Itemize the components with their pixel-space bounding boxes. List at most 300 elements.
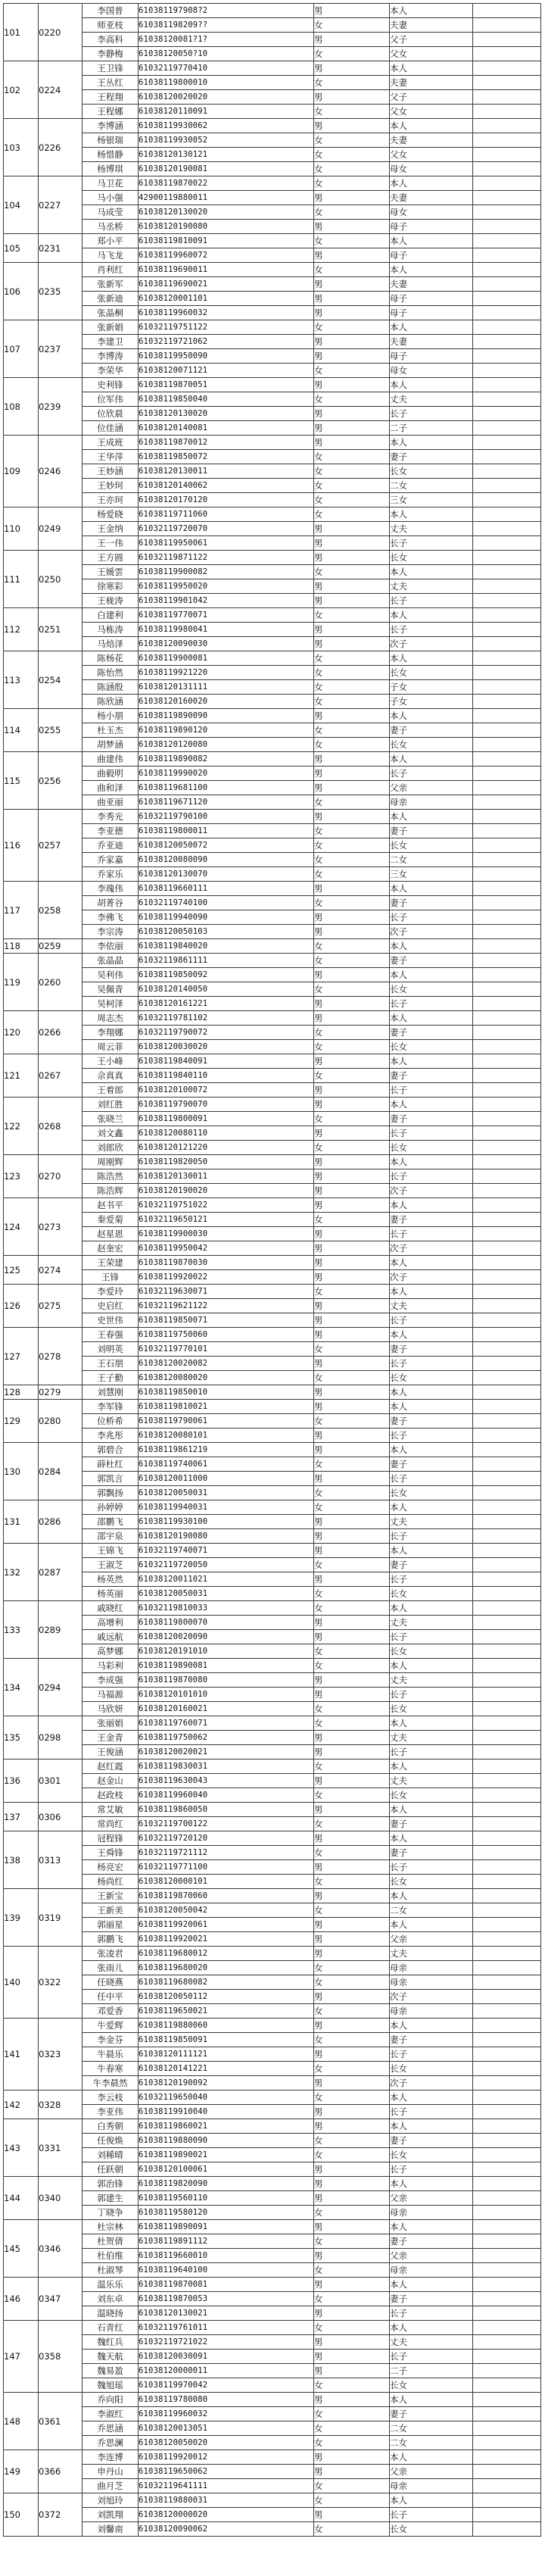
relation: 本人 bbox=[390, 2019, 473, 2033]
gender: 男 bbox=[314, 752, 390, 767]
gender: 女 bbox=[314, 1069, 390, 1083]
blank-cell bbox=[473, 2019, 541, 2033]
id-number: 61038119870081 bbox=[139, 2278, 314, 2292]
blank-cell bbox=[473, 1486, 541, 1500]
gender: 男 bbox=[314, 2249, 390, 2263]
household-code: 0313 bbox=[39, 1831, 83, 1889]
blank-cell bbox=[473, 90, 541, 105]
id-number: 61038119760071 bbox=[139, 1716, 314, 1731]
gender: 男 bbox=[314, 2162, 390, 2177]
relation: 长女 bbox=[390, 464, 473, 479]
relation: 母女 bbox=[390, 162, 473, 176]
relation: 本人 bbox=[390, 61, 473, 76]
blank-cell bbox=[473, 1213, 541, 1227]
gender: 女 bbox=[314, 1601, 390, 1616]
gender: 男 bbox=[314, 1357, 390, 1371]
relation: 长子 bbox=[390, 536, 473, 551]
member-name: 郭飘扬 bbox=[83, 1486, 139, 1500]
id-number: 61038120080020 bbox=[139, 1371, 314, 1385]
table-row bbox=[4, 752, 541, 767]
member-name: 陈怡然 bbox=[83, 666, 139, 680]
id-number: 61038119990020 bbox=[139, 767, 314, 781]
blank-cell bbox=[473, 982, 541, 997]
blank-cell bbox=[473, 1198, 541, 1213]
member-name: 曲建伟 bbox=[83, 752, 139, 767]
table-row bbox=[4, 1990, 541, 2004]
relation: 母子 bbox=[390, 248, 473, 263]
id-number: 61038119820090 bbox=[139, 2177, 314, 2191]
table-row bbox=[4, 2508, 541, 2522]
table-row bbox=[4, 407, 541, 421]
household-code: 0289 bbox=[39, 1601, 83, 1659]
table-row bbox=[4, 1270, 541, 1285]
gender: 女 bbox=[314, 1788, 390, 1803]
blank-cell bbox=[473, 1947, 541, 1961]
gender: 男 bbox=[314, 2465, 390, 2479]
gender: 女 bbox=[314, 1903, 390, 1918]
table-row bbox=[4, 1155, 541, 1169]
relation: 本人 bbox=[390, 1385, 473, 1400]
relation: 长子 bbox=[390, 1313, 473, 1328]
blank-cell bbox=[473, 2350, 541, 2364]
household-seq: 106 bbox=[4, 263, 39, 320]
id-number: 61038119640100 bbox=[139, 2263, 314, 2278]
gender: 男 bbox=[314, 90, 390, 105]
household-seq: 120 bbox=[4, 1011, 39, 1054]
member-name: 杨博琪 bbox=[83, 162, 139, 176]
table-row bbox=[4, 2206, 541, 2220]
blank-cell bbox=[473, 162, 541, 176]
blank-cell bbox=[473, 1630, 541, 1644]
table-row bbox=[4, 723, 541, 738]
blank-cell bbox=[473, 263, 541, 277]
member-name: 杨银瑞 bbox=[83, 133, 139, 148]
gender: 女 bbox=[314, 2206, 390, 2220]
member-name: 郭碧合 bbox=[83, 1443, 139, 1457]
table-row bbox=[4, 1429, 541, 1443]
blank-cell bbox=[473, 1457, 541, 1472]
blank-cell bbox=[473, 1184, 541, 1198]
blank-cell bbox=[473, 18, 541, 33]
relation: 长子 bbox=[390, 1745, 473, 1759]
household-code: 0224 bbox=[39, 61, 83, 119]
gender: 男 bbox=[314, 1990, 390, 2004]
blank-cell bbox=[473, 2263, 541, 2278]
household-seq: 104 bbox=[4, 176, 39, 234]
gender: 男 bbox=[314, 421, 390, 436]
blank-cell bbox=[473, 2162, 541, 2177]
table-row bbox=[4, 18, 541, 33]
relation: 夫妻 bbox=[390, 76, 473, 90]
gender: 女 bbox=[314, 565, 390, 579]
member-name: 周志杰 bbox=[83, 1011, 139, 1026]
member-name: 白秀朝 bbox=[83, 2119, 139, 2134]
member-name: 张雨儿 bbox=[83, 1961, 139, 1975]
id-number: 61038119690021 bbox=[139, 277, 314, 292]
id-number: 61038119880031 bbox=[139, 2493, 314, 2508]
member-name: 王妙珂 bbox=[83, 479, 139, 493]
member-name: 刘凯翔 bbox=[83, 2508, 139, 2522]
relation: 本人 bbox=[390, 1716, 473, 1731]
table-row bbox=[4, 1831, 541, 1846]
id-number: 61038119870080 bbox=[139, 1673, 314, 1688]
table-row bbox=[4, 1846, 541, 1860]
id-number: 61038119810021 bbox=[139, 1400, 314, 1414]
gender: 男 bbox=[314, 1184, 390, 1198]
blank-cell bbox=[473, 781, 541, 795]
blank-cell bbox=[473, 436, 541, 450]
blank-cell bbox=[473, 1313, 541, 1328]
blank-cell bbox=[473, 1357, 541, 1371]
blank-cell bbox=[473, 1342, 541, 1357]
id-number: 61038119830031 bbox=[139, 1759, 314, 1774]
member-name: 王淑芝 bbox=[83, 1558, 139, 1572]
id-number: 61038120110091 bbox=[139, 105, 314, 119]
household-seq: 140 bbox=[4, 1947, 39, 2019]
member-name: 赵书平 bbox=[83, 1198, 139, 1213]
relation: 长子 bbox=[390, 1572, 473, 1587]
table-row bbox=[4, 205, 541, 220]
gender: 男 bbox=[314, 536, 390, 551]
id-number: 61032119720050 bbox=[139, 1558, 314, 1572]
gender: 男 bbox=[314, 1241, 390, 1256]
table-row bbox=[4, 277, 541, 292]
id-number: 61038119681100 bbox=[139, 781, 314, 795]
id-number: 61038120000101 bbox=[139, 1875, 314, 1889]
id-number: 61038119810091 bbox=[139, 234, 314, 248]
household-code: 0361 bbox=[39, 2393, 83, 2450]
relation: 长女 bbox=[390, 1141, 473, 1155]
household-code: 0372 bbox=[39, 2493, 83, 2537]
relation: 母子 bbox=[390, 349, 473, 364]
table-row bbox=[4, 2062, 541, 2076]
gender: 女 bbox=[314, 1342, 390, 1357]
id-number: 61038119711060 bbox=[139, 507, 314, 522]
id-number: 61038119900081 bbox=[139, 651, 314, 666]
relation: 妻子 bbox=[390, 2407, 473, 2421]
gender: 男 bbox=[314, 1544, 390, 1558]
member-name: 周刚辉 bbox=[83, 1155, 139, 1169]
blank-cell bbox=[473, 2234, 541, 2249]
blank-cell bbox=[473, 1472, 541, 1486]
gender: 男 bbox=[314, 1932, 390, 1947]
gender: 女 bbox=[314, 2321, 390, 2335]
id-number: 61038120050103 bbox=[139, 925, 314, 939]
household-seq: 103 bbox=[4, 119, 39, 176]
relation: 丈夫 bbox=[390, 392, 473, 407]
household-code: 0331 bbox=[39, 2119, 83, 2177]
gender: 男 bbox=[314, 1688, 390, 1702]
relation: 本人 bbox=[390, 1054, 473, 1069]
table-row bbox=[4, 248, 541, 263]
household-code: 0235 bbox=[39, 263, 83, 320]
table-row bbox=[4, 1788, 541, 1803]
id-number: 61038119750062 bbox=[139, 1731, 314, 1745]
table-row bbox=[4, 1601, 541, 1616]
member-name: 位桥希 bbox=[83, 1414, 139, 1429]
household-code: 0279 bbox=[39, 1385, 83, 1400]
gender: 女 bbox=[314, 1141, 390, 1155]
member-name: 曲和泽 bbox=[83, 781, 139, 795]
table-row bbox=[4, 2148, 541, 2162]
id-number: 61032119771100 bbox=[139, 1860, 314, 1875]
table-row bbox=[4, 1285, 541, 1299]
household-code: 0323 bbox=[39, 2019, 83, 2090]
gender: 女 bbox=[314, 2134, 390, 2148]
table-row bbox=[4, 1371, 541, 1385]
member-name: 魏天航 bbox=[83, 2350, 139, 2364]
household-seq: 134 bbox=[4, 1659, 39, 1716]
blank-cell bbox=[473, 1745, 541, 1759]
id-number: 61038120170120 bbox=[139, 493, 314, 507]
id-number: 61038120030091 bbox=[139, 2350, 314, 2364]
id-number: 61038120050031 bbox=[139, 1587, 314, 1601]
member-name: 吴柯泽 bbox=[83, 997, 139, 1011]
table-row bbox=[4, 1644, 541, 1659]
member-name: 马焙泽 bbox=[83, 637, 139, 651]
table-row bbox=[4, 1299, 541, 1313]
relation: 父女 bbox=[390, 148, 473, 162]
id-number: 61038119580120 bbox=[139, 2206, 314, 2220]
table-row bbox=[4, 1486, 541, 1500]
relation: 本人 bbox=[390, 1098, 473, 1112]
table-row bbox=[4, 4, 541, 18]
gender: 女 bbox=[314, 450, 390, 464]
blank-cell bbox=[473, 925, 541, 939]
gender: 女 bbox=[314, 2263, 390, 2278]
relation: 母亲 bbox=[390, 2479, 473, 2493]
gender: 女 bbox=[314, 723, 390, 738]
blank-cell bbox=[473, 335, 541, 349]
table-row bbox=[4, 2090, 541, 2105]
member-name: 徐寒彩 bbox=[83, 579, 139, 594]
gender: 男 bbox=[314, 1947, 390, 1961]
id-number: 61038119870022 bbox=[139, 176, 314, 191]
gender: 男 bbox=[314, 2306, 390, 2321]
gender: 男 bbox=[314, 1270, 390, 1285]
gender: 女 bbox=[314, 738, 390, 752]
table-row bbox=[4, 1630, 541, 1644]
gender: 男 bbox=[314, 2393, 390, 2407]
table-row bbox=[4, 2004, 541, 2019]
relation: 本人 bbox=[390, 2177, 473, 2191]
blank-cell bbox=[473, 1443, 541, 1457]
household-code: 0237 bbox=[39, 320, 83, 378]
blank-cell bbox=[473, 1572, 541, 1587]
id-number: 61038120013051 bbox=[139, 2421, 314, 2436]
blank-cell bbox=[473, 479, 541, 493]
table-row bbox=[4, 191, 541, 205]
table-row bbox=[4, 2033, 541, 2047]
gender: 女 bbox=[314, 105, 390, 119]
table-row bbox=[4, 1731, 541, 1745]
id-number: 61038119890090 bbox=[139, 709, 314, 723]
gender: 男 bbox=[314, 623, 390, 637]
id-number: 61032119721112 bbox=[139, 1846, 314, 1860]
member-name: 乔家乐 bbox=[83, 867, 139, 882]
relation: 妻子 bbox=[390, 896, 473, 910]
member-name: 陈杨花 bbox=[83, 651, 139, 666]
household-code: 0286 bbox=[39, 1500, 83, 1544]
id-number: 61038120050042 bbox=[139, 1903, 314, 1918]
id-number: 61038119920012 bbox=[139, 2450, 314, 2465]
id-number: 61038119680082 bbox=[139, 1975, 314, 1990]
household-seq: 129 bbox=[4, 1400, 39, 1443]
member-name: 丁晓争 bbox=[83, 2206, 139, 2220]
household-seq: 133 bbox=[4, 1601, 39, 1659]
id-number: 61038119890082 bbox=[139, 752, 314, 767]
member-name: 魏易盈 bbox=[83, 2364, 139, 2378]
blank-cell bbox=[473, 133, 541, 148]
relation: 长子 bbox=[390, 1429, 473, 1443]
blank-cell bbox=[473, 623, 541, 637]
household-seq: 148 bbox=[4, 2393, 39, 2450]
household-code: 0298 bbox=[39, 1716, 83, 1759]
relation: 二女 bbox=[390, 1903, 473, 1918]
relation: 本人 bbox=[390, 565, 473, 579]
household-seq: 136 bbox=[4, 1759, 39, 1803]
gender: 女 bbox=[314, 939, 390, 954]
member-name: 王卫锋 bbox=[83, 61, 139, 76]
table-row bbox=[4, 1328, 541, 1342]
table-row bbox=[4, 392, 541, 407]
blank-cell bbox=[473, 2493, 541, 2508]
table-row bbox=[4, 1357, 541, 1371]
table-row bbox=[4, 1529, 541, 1544]
id-number: 61032119740100 bbox=[139, 896, 314, 910]
table-row bbox=[4, 479, 541, 493]
relation: 长子 bbox=[390, 594, 473, 608]
gender: 男 bbox=[314, 4, 390, 18]
id-number: 61038119850040 bbox=[139, 392, 314, 407]
table-row bbox=[4, 1385, 541, 1400]
gender: 男 bbox=[314, 781, 390, 795]
blank-cell bbox=[473, 910, 541, 925]
member-name: 张丽娟 bbox=[83, 1716, 139, 1731]
blank-cell bbox=[473, 392, 541, 407]
member-name: 王春强 bbox=[83, 1328, 139, 1342]
relation: 长子 bbox=[390, 2162, 473, 2177]
household-seq: 141 bbox=[4, 2019, 39, 2090]
id-number: 61038120050112 bbox=[139, 1990, 314, 2004]
relation: 妻子 bbox=[390, 1213, 473, 1227]
member-name: 牛爱辉 bbox=[83, 2019, 139, 2033]
table-row bbox=[4, 119, 541, 133]
gender: 男 bbox=[314, 349, 390, 364]
household-code: 0294 bbox=[39, 1659, 83, 1716]
relation: 父子 bbox=[390, 33, 473, 47]
blank-cell bbox=[473, 1544, 541, 1558]
member-name: 师亚枝 bbox=[83, 18, 139, 33]
relation: 妻子 bbox=[390, 723, 473, 738]
member-name: 邵宇泉 bbox=[83, 1529, 139, 1544]
member-name: 刘红胜 bbox=[83, 1098, 139, 1112]
household-seq: 111 bbox=[4, 551, 39, 608]
id-number: 61038120190080 bbox=[139, 220, 314, 234]
relation: 本人 bbox=[390, 2450, 473, 2465]
household-seq: 149 bbox=[4, 2450, 39, 2493]
household-seq: 137 bbox=[4, 1803, 39, 1831]
member-name: 杨尚红 bbox=[83, 1875, 139, 1889]
member-name: 郭建生 bbox=[83, 2191, 139, 2206]
household-seq: 126 bbox=[4, 1285, 39, 1328]
blank-cell bbox=[473, 896, 541, 910]
id-number: 61038119950042 bbox=[139, 1241, 314, 1256]
household-code: 0358 bbox=[39, 2321, 83, 2393]
id-number: 61038119800091 bbox=[139, 1112, 314, 1126]
blank-cell bbox=[473, 421, 541, 436]
table-row bbox=[4, 234, 541, 248]
relation: 长女 bbox=[390, 2148, 473, 2162]
table-row bbox=[4, 1745, 541, 1759]
table-row bbox=[4, 968, 541, 982]
id-number: 61038120030020 bbox=[139, 1040, 314, 1054]
member-name: 张晶桐 bbox=[83, 306, 139, 320]
gender: 女 bbox=[314, 2033, 390, 2047]
member-name: 王金青 bbox=[83, 1731, 139, 1745]
member-name: 任中平 bbox=[83, 1990, 139, 2004]
id-number: 61038119740061 bbox=[139, 1457, 314, 1472]
blank-cell bbox=[473, 1587, 541, 1601]
member-name: 周云菲 bbox=[83, 1040, 139, 1054]
gender: 男 bbox=[314, 1673, 390, 1688]
blank-cell bbox=[473, 1083, 541, 1098]
id-number: 61038120190080 bbox=[139, 1529, 314, 1544]
blank-cell bbox=[473, 1126, 541, 1141]
blank-cell bbox=[473, 1961, 541, 1975]
household-code: 0259 bbox=[39, 939, 83, 954]
blank-cell bbox=[473, 1500, 541, 1515]
gender: 女 bbox=[314, 364, 390, 378]
table-row bbox=[4, 1342, 541, 1357]
relation: 母子 bbox=[390, 220, 473, 234]
id-number: 61032119810033 bbox=[139, 1601, 314, 1616]
blank-cell bbox=[473, 1659, 541, 1673]
gender: 男 bbox=[314, 306, 390, 320]
gender: 男 bbox=[314, 1630, 390, 1644]
member-name: 史利锋 bbox=[83, 378, 139, 392]
blank-cell bbox=[473, 2134, 541, 2148]
table-row bbox=[4, 666, 541, 680]
household-code: 0278 bbox=[39, 1328, 83, 1385]
relation: 本人 bbox=[390, 320, 473, 335]
id-number: 61038119650021 bbox=[139, 2004, 314, 2019]
household-code: 0328 bbox=[39, 2090, 83, 2119]
member-name: 王锋 bbox=[83, 1270, 139, 1285]
household-seq: 102 bbox=[4, 61, 39, 119]
id-number: 61038120130020 bbox=[139, 205, 314, 220]
id-number: 61038120000020 bbox=[139, 2508, 314, 2522]
member-name: 常尚红 bbox=[83, 1817, 139, 1831]
relation: 母女 bbox=[390, 364, 473, 378]
member-name: 李博涵 bbox=[83, 119, 139, 133]
relation: 本人 bbox=[390, 507, 473, 522]
relation: 妻子 bbox=[390, 1846, 473, 1860]
table-row bbox=[4, 464, 541, 479]
id-number: 61038119920021 bbox=[139, 1932, 314, 1947]
blank-cell bbox=[473, 2335, 541, 2350]
table-row bbox=[4, 824, 541, 838]
blank-cell bbox=[473, 1601, 541, 1616]
table-row bbox=[4, 2292, 541, 2306]
relation: 二女 bbox=[390, 853, 473, 867]
member-name: 曲毅明 bbox=[83, 767, 139, 781]
member-name: 王着郎 bbox=[83, 1083, 139, 1098]
blank-cell bbox=[473, 2004, 541, 2019]
gender: 男 bbox=[314, 882, 390, 896]
gender: 女 bbox=[314, 954, 390, 968]
member-name: 李秀光 bbox=[83, 810, 139, 824]
